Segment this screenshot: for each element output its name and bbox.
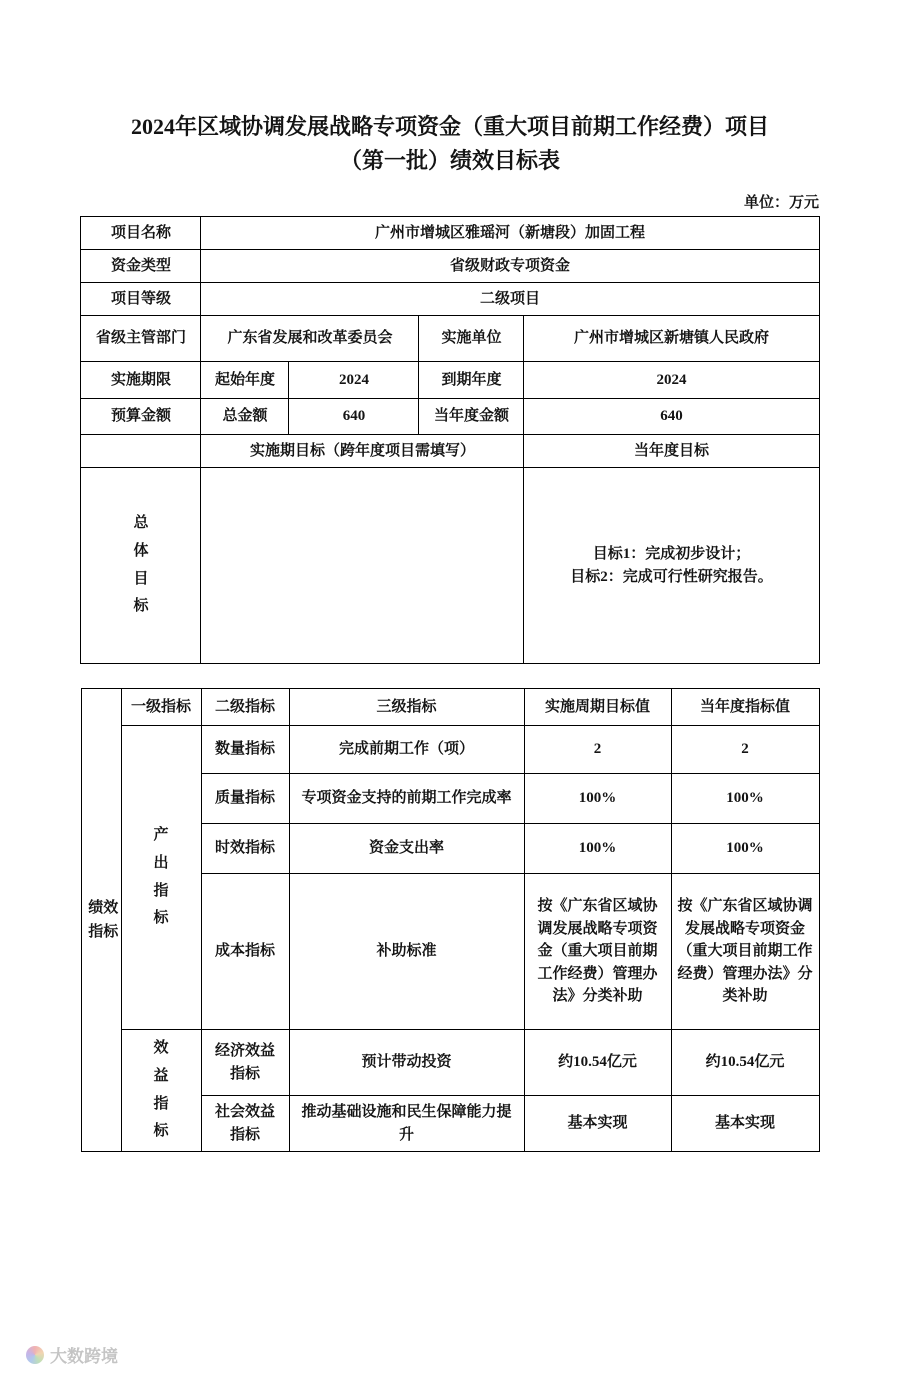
row-fund-type (81, 250, 819, 283)
end-year-value: 2024 (524, 362, 819, 399)
level2-quantity: 数量指标 (201, 726, 289, 774)
row-budget (81, 399, 819, 435)
year-value-cost: 按《广东省区域协调发展战略专项资金（重大项目前期工作经费）管理办法》分类补助 (671, 874, 819, 1030)
title-line-1: 2024年区域协调发展战略专项资金（重大项目前期工作经费）项目 (130, 114, 769, 139)
period-value-quality: 100% (524, 774, 671, 824)
period-value-quantity: 2 (524, 726, 671, 774)
level3-timeliness: 资金支出率 (289, 824, 524, 874)
level3-economic: 预计带动投资 (289, 1030, 524, 1096)
year-value-quantity: 2 (671, 726, 819, 774)
year-goal-line-2: 目标2：完成可行性研究报告。 (570, 568, 773, 585)
row-period (81, 362, 819, 399)
benefit-group-label: 效益指标 (153, 1040, 169, 1140)
impl-goal-value (201, 468, 524, 664)
period-value-cost: 按《广东省区域协调发展战略专项资金（重大项目前期工作经费）管理办法》分类补助 (524, 874, 671, 1030)
watermark (26, 1342, 118, 1367)
level2-economic-text: 经济效益指标 (214, 1043, 275, 1082)
total-amount-value: 640 (289, 399, 419, 435)
header-period-target: 实施周期目标值 (524, 689, 671, 726)
level2-social-text: 社会效益指标 (214, 1104, 275, 1143)
document-title (0, 110, 900, 178)
header-level3: 三级指标 (289, 689, 524, 726)
project-level-value: 二级项目 (201, 283, 819, 316)
project-name-value: 广州市增城区雅瑶河（新塘段）加固工程 (201, 217, 819, 250)
year-amount-label: 当年度金额 (419, 399, 524, 435)
end-year-label: 到期年度 (419, 362, 524, 399)
year-amount-value: 640 (524, 399, 819, 435)
watermark-text: 大数跨境 (50, 1347, 118, 1366)
title-line-2: （第一批）绩效目标表 (339, 148, 560, 173)
period-value-social: 基本实现 (524, 1096, 671, 1152)
impl-goal-header: 实施期目标（跨年度项目需填写） (201, 435, 524, 468)
performance-indicator-table (81, 688, 820, 1152)
header-level1: 一级指标 (121, 689, 201, 726)
budget-label: 预算金额 (81, 399, 201, 435)
impl-unit-label: 实施单位 (419, 316, 524, 362)
performance-group-label: 绩效指标 (88, 900, 119, 940)
indicator-header-row (81, 689, 819, 726)
start-year-label: 起始年度 (201, 362, 289, 399)
output-group-label: 产出指标 (153, 827, 169, 927)
empty-cell (81, 435, 201, 468)
level3-quantity: 完成前期工作（项） (289, 726, 524, 774)
year-value-social: 基本实现 (671, 1096, 819, 1152)
watermark-logo-icon (26, 1346, 44, 1364)
year-value-economic: 约10.54亿元 (671, 1030, 819, 1096)
level2-social (201, 1096, 289, 1152)
row-project-level (81, 283, 819, 316)
period-value-timeliness: 100% (524, 824, 671, 874)
total-amount-label: 总金额 (201, 399, 289, 435)
project-level-label: 项目等级 (81, 283, 201, 316)
year-value-quality: 100% (671, 774, 819, 824)
indicator-row-economic (81, 1030, 819, 1096)
year-goal-header: 当年度目标 (524, 435, 819, 468)
fund-type-value: 省级财政专项资金 (201, 250, 819, 283)
fund-type-label: 资金类型 (81, 250, 201, 283)
period-value-economic: 约10.54亿元 (524, 1030, 671, 1096)
level3-social: 推动基础设施和民生保障能力提升 (289, 1096, 524, 1152)
year-goal-value (524, 468, 819, 664)
period-label: 实施期限 (81, 362, 201, 399)
indicator-row-quantity (81, 726, 819, 774)
output-group-cell (121, 726, 201, 1030)
overall-goal-label-cell (81, 468, 201, 664)
benefit-group-cell (121, 1030, 201, 1152)
performance-group-cell (81, 689, 121, 1152)
start-year-value: 2024 (289, 362, 419, 399)
level2-cost: 成本指标 (201, 874, 289, 1030)
table-gap (0, 664, 900, 688)
level3-cost: 补助标准 (289, 874, 524, 1030)
row-goal-headers (81, 435, 819, 468)
overall-goal-label: 总体目标 (133, 515, 149, 615)
row-overall-goal (81, 468, 819, 664)
impl-unit-value: 广州市增城区新塘镇人民政府 (524, 316, 819, 362)
dept-label: 省级主管部门 (81, 316, 201, 362)
dept-value: 广东省发展和改革委员会 (201, 316, 419, 362)
header-level2: 二级指标 (201, 689, 289, 726)
year-goal-line-1: 目标1：完成初步设计； (592, 546, 751, 562)
level2-economic (201, 1030, 289, 1096)
row-departments (81, 316, 819, 362)
level2-quality: 质量指标 (201, 774, 289, 824)
project-info-table (80, 216, 819, 664)
unit-label: 单位：万元 (743, 195, 819, 211)
year-value-timeliness: 100% (671, 824, 819, 874)
level3-quality: 专项资金支持的前期工作完成率 (289, 774, 524, 824)
row-project-name (81, 217, 819, 250)
level2-timeliness: 时效指标 (201, 824, 289, 874)
header-year-target: 当年度指标值 (671, 689, 819, 726)
project-name-label: 项目名称 (81, 217, 201, 250)
